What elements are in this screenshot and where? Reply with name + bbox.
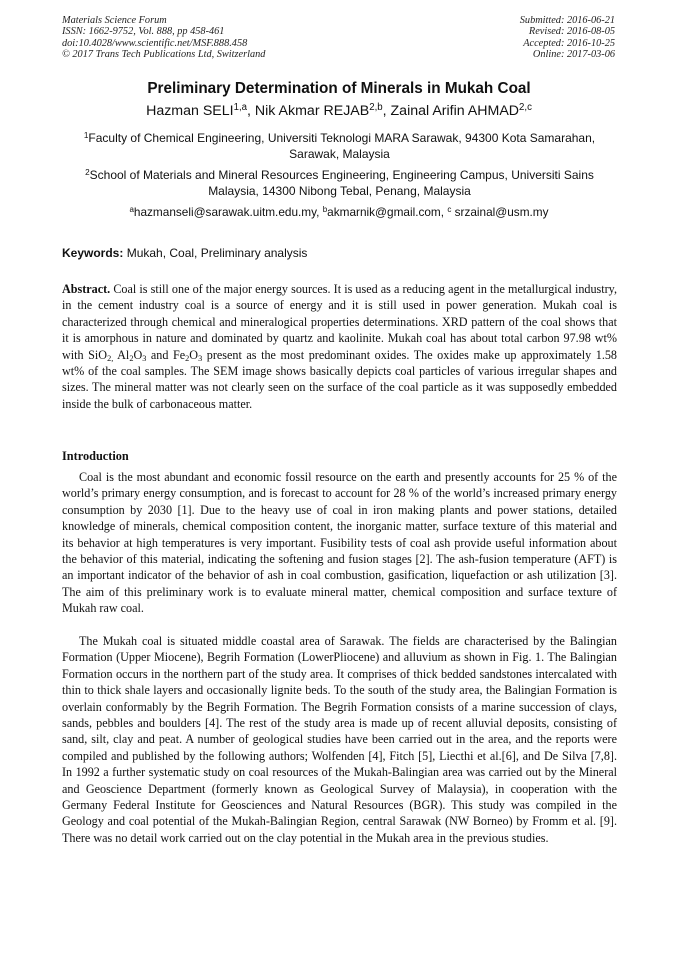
section-heading: Introduction <box>62 449 129 463</box>
email-sup: a <box>129 205 134 214</box>
date-online: Online: 2017-03-06 <box>532 48 615 60</box>
author-list <box>0 103 678 119</box>
author-sup: 2,c <box>519 102 532 114</box>
journal-doi[interactable]: doi:10.4028/www.scientific.net/MSF.888.458 <box>62 37 248 49</box>
date-revised: Revised: 2016-08-05 <box>528 26 615 38</box>
author-name: Zainal Arifin AHMAD <box>390 103 520 119</box>
email-link[interactable]: srzainal@usm.my <box>451 205 549 219</box>
keywords-text: Mukah, Coal, Preliminary analysis <box>123 246 308 260</box>
abstract-label: Abstract. <box>62 282 111 296</box>
submission-dates <box>520 15 615 60</box>
affiliation-sup: 1 <box>83 130 89 140</box>
author-sep: , <box>382 103 391 119</box>
affiliation-text: School of Materials and Mineral Resources Engineering, Engineering Campus, Universiti Sains Malaysia, 14300 Nibong Tebal, Penang, Malaysia <box>89 168 594 198</box>
intro-paragraph-2: The Mukah coal is situated middle coastal area of Sarawak. The fields are characterised by the Balingian Formation (Upper Miocene), Begrih Formation (LowerPliocene) and alluvium as shown in Fig. 1. The Balingian Formation occurs in the northern part of the study area. It comprises of thick bedded sandstones intercalated with thin to thick shale layers and occasionally lignite beds. To the south of the study area, the Balingian Formation is overlain conformably by the Begrih Formation. The Begrih Formation consists of a marine succession of clays, sands, pebbles and boulders [4]. The rest of the study area is made up of recent alluvial deposits, consisting of sand, silt, clay and peat. A number of geological studies have been carried out in the area, and the reports were compiled and published by the following authors; Wolfenden [4], Fitch [5], Liecthi et al.[6], and De Silva [7,8]. In 1992 a further systematic study on coal resources of the Mukah-Balingian area was carried out by the Mineral and Geoscience Department (formerly known as Geological Survey of Malaysia), in cooperation with the Germany Federal Institute for Geosciences and Natural Resources (BGR). This study was compiled in the Geology and coal potential of the Mukah-Balingian Region, central Sarawak (NW Borneo) by Fromm et al. [9]. There was no detail work carried out on the clay potential in the Mukah area in the previous studies. <box>62 634 617 845</box>
abstract-text: O <box>189 347 199 362</box>
affiliation-1 <box>62 131 617 162</box>
journal-copyright: © 2017 Trans Tech Publications Ltd, Switzerland <box>62 48 266 60</box>
affiliation-text: Faculty of Chemical Engineering, Universiti Teknologi MARA Sarawak, 94300 Kota Samarahan, Sarawak, Malaysia <box>88 131 596 161</box>
author-name: Nik Akmar REJAB <box>254 103 370 119</box>
journal-issn: ISSN: 1662-9752, Vol. 888, pp 458-461 <box>62 26 225 38</box>
abstract-text: Coal is still one of the major energy sources. It is used as a reducing agent in the metallurgical industry, in the cement industry coal is a source of energy and it is still used in power generation. Mukah coal is characterized through chemical and mineralogical properties determinations. XRD pattern of the coal shows that it is amorphous in nature and dominated by quartz and kaolinite. Mukah coal has about total carbon 97.98 wt% with SiO <box>62 282 617 362</box>
keywords-label: Keywords: <box>62 246 124 260</box>
author-name: Hazman SELI <box>146 103 234 119</box>
email-sup: c <box>447 205 452 214</box>
abstract-text: Al <box>113 347 130 362</box>
keywords <box>62 246 307 260</box>
email-link[interactable]: akmarnik@gmail.com <box>327 205 441 219</box>
email-sep: , <box>440 205 448 219</box>
abstract <box>62 281 617 412</box>
journal-info <box>62 15 265 60</box>
subscript: 3 <box>142 354 147 364</box>
subscript: 3 <box>198 354 203 364</box>
author-sep: , <box>247 103 255 119</box>
subscript: 2 <box>129 354 134 364</box>
abstract-text: O <box>133 347 143 362</box>
subscript: 2, <box>107 354 114 364</box>
intro-paragraph-1: Coal is the most abundant and economic fossil resource on the earth and presently accounts for 25 % of the world’s primary energy consumption, and is forecast to account for 28 % of the world’s increased primary energy consumption by 2030 [1]. Due to the heavy use of coal in iron making plants and power stations, detailed knowledge of minerals, chemical composition content, the inorganic matter, surface texture of this material and its behavior at high temperatures is very important. Fusibility tests of coal ash provide useful information about the behavior of this material, indicating the softening and fusion stages [2]. The ash-fusion temperature (AFT) is an important indicator of the behavior of ash in coal combustion, gasification, liquefaction or ash utilization [3]. The aim of this preliminary work is to evaluate mineral matter, chemical composition and surface texture of Mukah raw coal. <box>62 470 617 616</box>
abstract-text: present as the most predominant oxides. The oxides make up approximately 1.58 wt% of the coal samples. The SEM image shows basically depicts coal particles of various irregular shapes and sizes. The mineral matter was not clearly seen on the surface of the coal particle as it was supposedly embedded inside the bulk of carbonaceous matter. <box>62 347 617 411</box>
date-accepted: Accepted: 2016-10-25 <box>523 37 615 49</box>
author-sup: 1,a <box>233 102 248 114</box>
abstract-text: and Fe <box>146 347 186 362</box>
email-sep: , <box>316 205 323 219</box>
journal-name: Materials Science Forum <box>62 15 167 26</box>
affiliation-2 <box>62 168 617 199</box>
subscript: 2 <box>185 354 190 364</box>
email-sup: b <box>322 205 328 214</box>
author-sup: 2,b <box>369 102 383 114</box>
affiliation-sup: 2 <box>85 167 90 177</box>
paper-title: Preliminary Determination of Minerals in Mukah Coal <box>147 80 531 97</box>
date-submitted: Submitted: 2016-06-21 <box>519 15 615 26</box>
email-link[interactable]: hazmanseli@sarawak.uitm.edu.my <box>133 205 317 219</box>
email-list <box>0 205 678 219</box>
